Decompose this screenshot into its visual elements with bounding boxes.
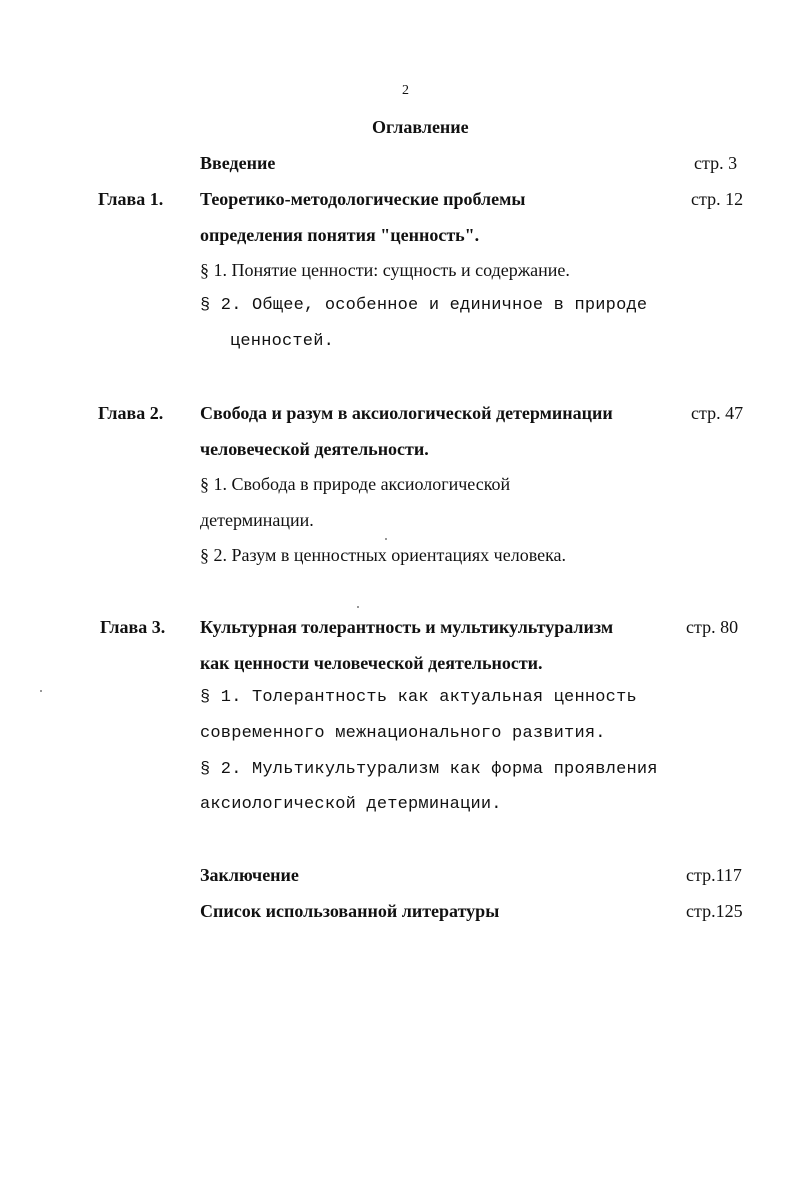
scan-speck <box>385 538 387 540</box>
chapter-1-label: Глава 1. <box>98 189 164 209</box>
chapter-1-section-2-cont: ценностей. <box>230 332 335 351</box>
chapter-2-title-line-1: Свобода и разум в аксиологической детерминации <box>200 403 613 423</box>
page-title: Оглавление <box>372 117 469 137</box>
conclusion-label: Заключение <box>200 865 299 885</box>
chapter-3-title-line-2: как ценности человеческой деятельности. <box>200 653 543 673</box>
chapter-1-section-2: § 2. Общее, особенное и единичное в природе <box>200 296 648 315</box>
chapter-2-section-2: § 2. Разум в ценностных ориентациях человека. <box>200 545 567 565</box>
conclusion-page: стр.117 <box>686 865 742 885</box>
chapter-2-title-line-2: человеческой деятельности. <box>200 439 429 459</box>
chapter-2-section-1-cont: детерминации. <box>200 510 314 530</box>
intro-page: стр. 3 <box>694 153 738 173</box>
chapter-1-page: стр. 12 <box>691 189 744 209</box>
chapter-1-title-line-1: Теоретико-методологические проблемы <box>200 189 526 209</box>
bibliography-page: стр.125 <box>686 901 743 921</box>
chapter-2-label: Глава 2. <box>98 403 164 423</box>
intro-label: Введение <box>200 153 276 173</box>
chapter-1-title-line-2: определения понятия "ценность". <box>200 225 480 245</box>
chapter-3-section-1-cont: современного межнационального развития. <box>200 724 606 743</box>
page-number: 2 <box>402 83 409 98</box>
chapter-3-section-1: § 1. Толерантность как актуальная ценность <box>200 688 637 707</box>
chapter-3-section-2-cont: аксиологической детерминации. <box>200 795 502 814</box>
bibliography-label: Список использованной литературы <box>200 901 500 921</box>
chapter-3-title-line-1: Культурная толерантность и мультикультурализм <box>200 617 614 637</box>
chapter-3-page: стр. 80 <box>686 617 739 637</box>
chapter-1-section-1: § 1. Понятие ценности: сущность и содержание. <box>200 260 570 280</box>
scan-speck <box>357 606 359 608</box>
chapter-2-page: стр. 47 <box>691 403 744 423</box>
chapter-3-label: Глава 3. <box>100 617 166 637</box>
chapter-3-section-2: § 2. Мультикультурализм как форма проявления <box>200 760 658 779</box>
chapter-2-section-1: § 1. Свобода в природе аксиологической <box>200 474 511 494</box>
scan-speck <box>40 690 42 692</box>
